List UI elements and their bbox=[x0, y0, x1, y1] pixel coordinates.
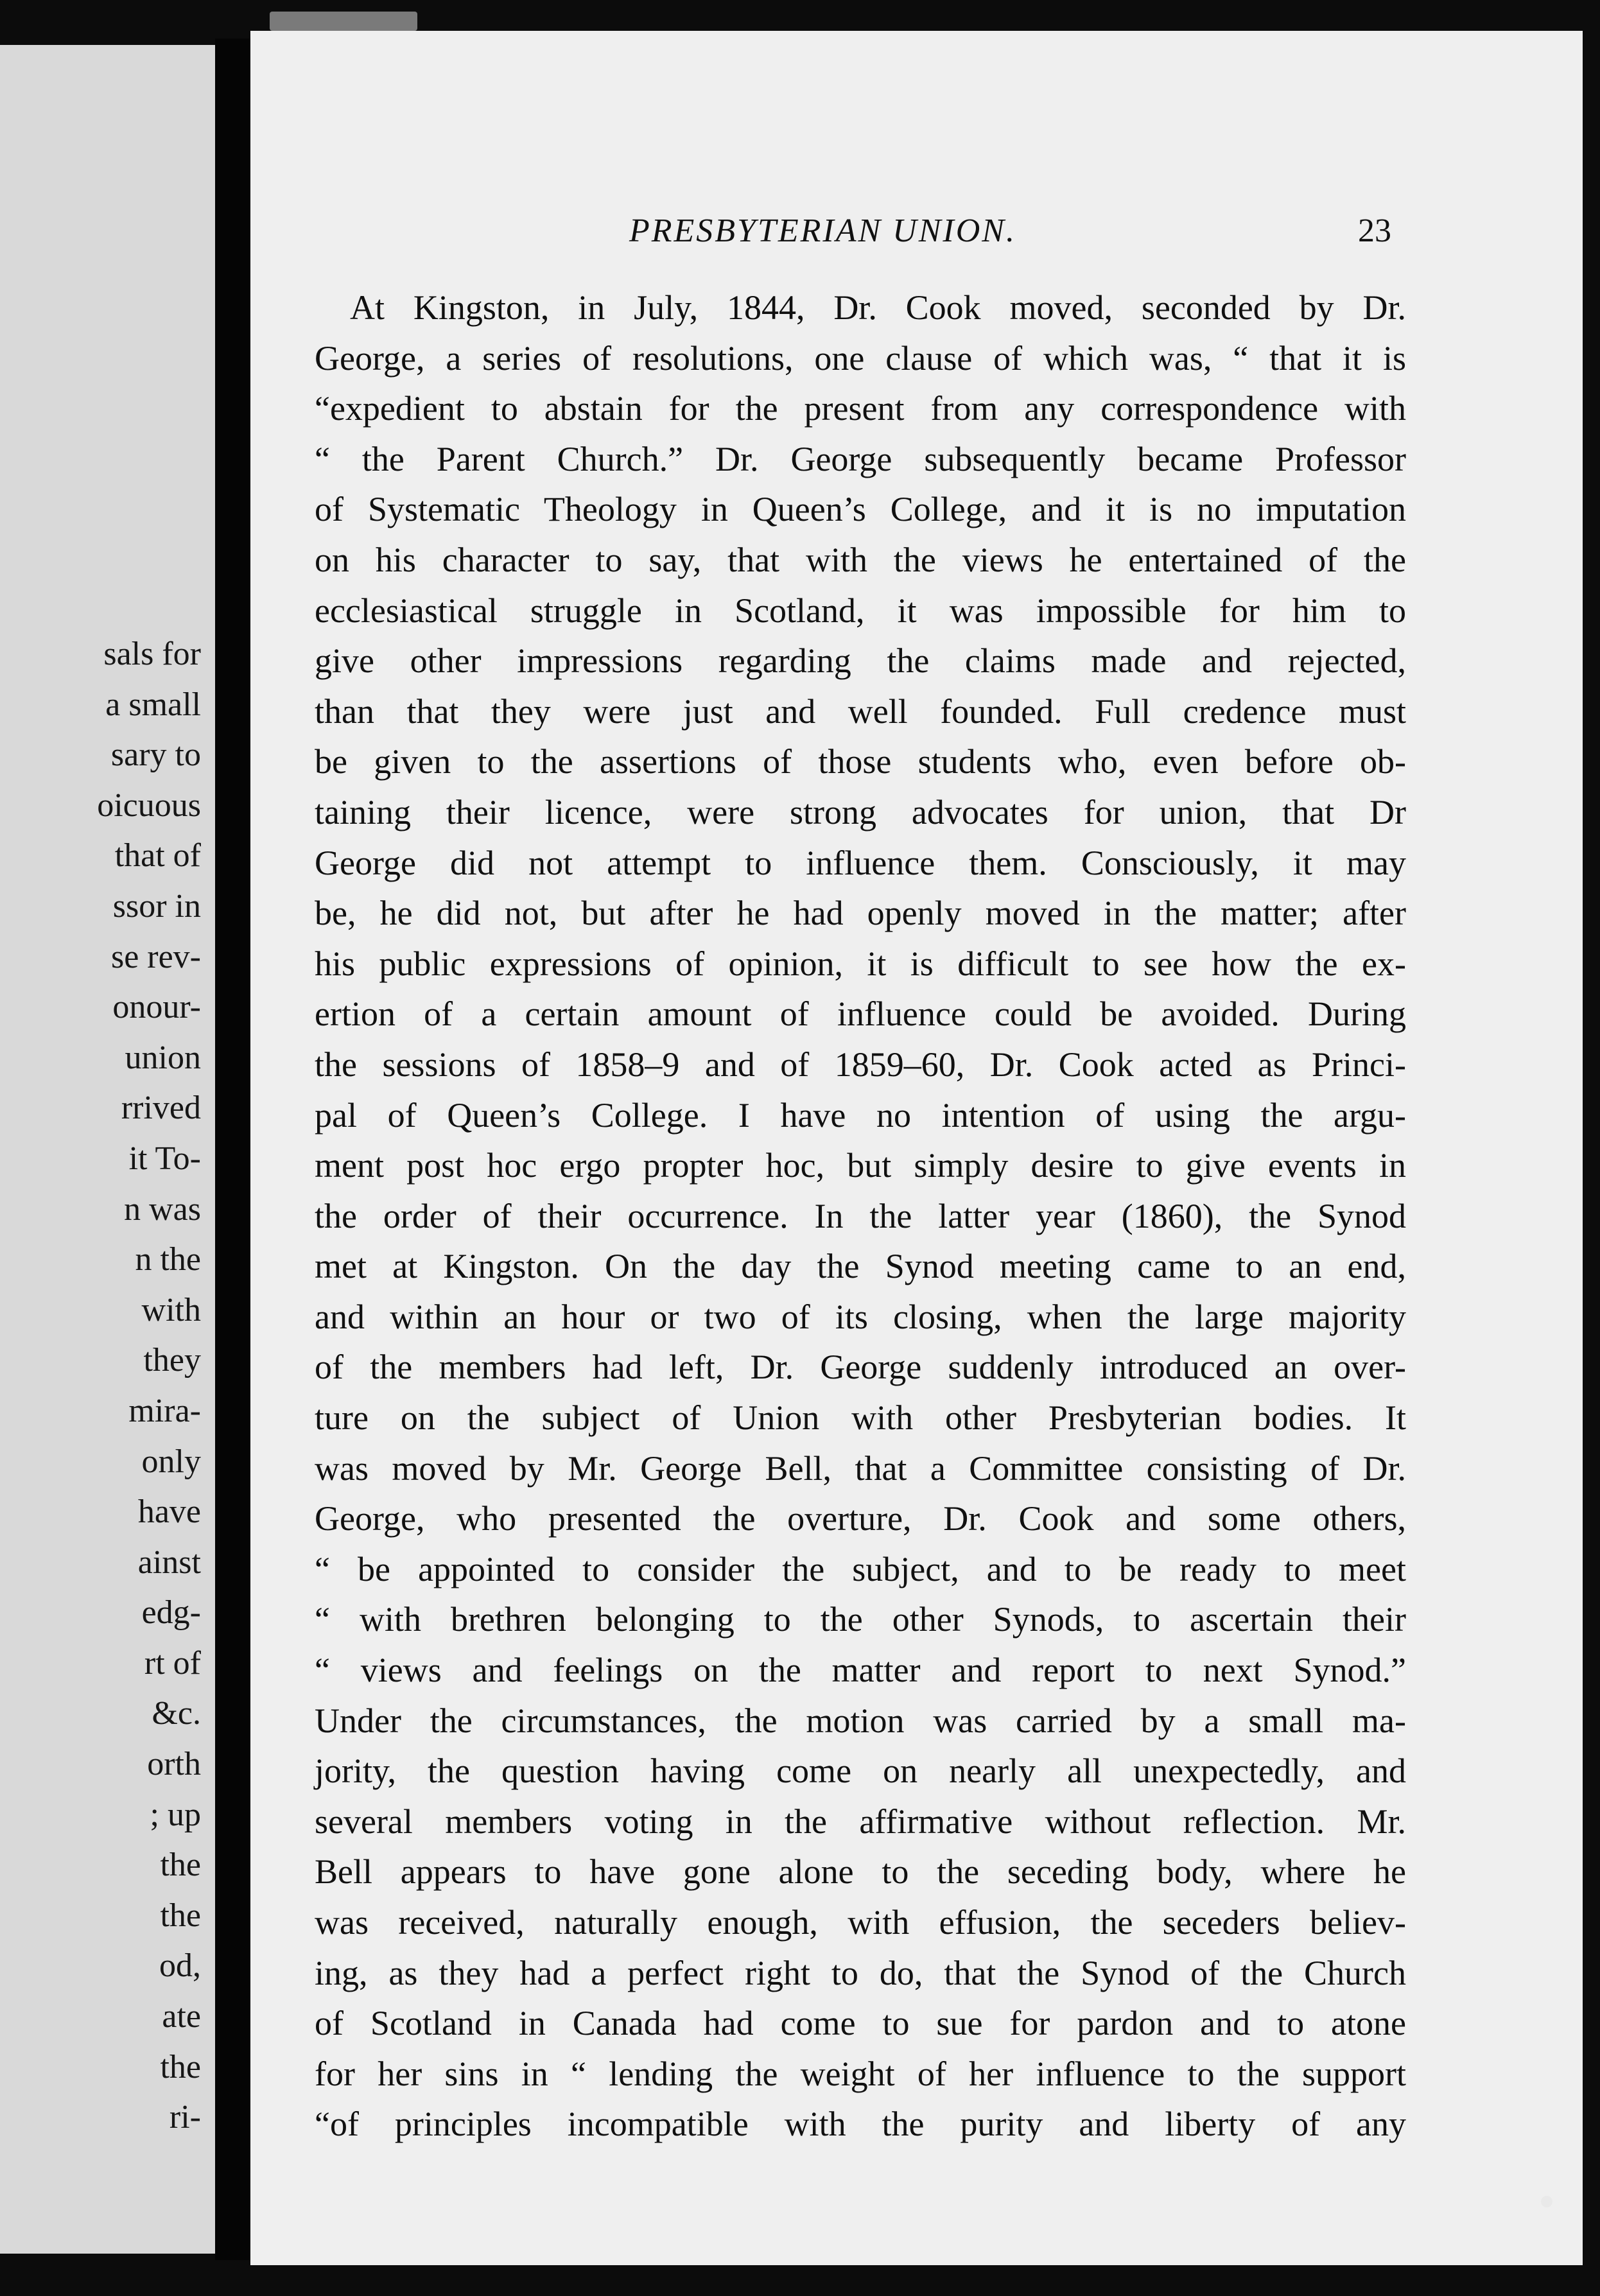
text-line: be given to the assertions of those students who, even before ob- bbox=[315, 742, 1406, 781]
text-line: George, who presented the overture, Dr. Cook and some others, bbox=[315, 1499, 1406, 1538]
facing-page-line: sary to bbox=[110, 736, 201, 774]
facing-page-line: onour- bbox=[112, 989, 201, 1026]
facing-page-line: ri- bbox=[169, 2099, 201, 2136]
text-line: George did not attempt to influence them. Consciously, it may bbox=[315, 843, 1406, 882]
facing-page-line: have bbox=[137, 1493, 201, 1531]
text-line: “ the Parent Church.” Dr. George subsequently became Professor bbox=[315, 439, 1406, 478]
scan-speck bbox=[1541, 2196, 1552, 2207]
text-line: several members voting in the affirmative without reflection. Mr. bbox=[315, 1802, 1406, 1841]
text-line: taining their licence, were strong advocates for union, that Dr bbox=[315, 792, 1406, 831]
text-line: than that they were just and well founded. Full credence must bbox=[315, 691, 1406, 731]
facing-page-line: oicuous bbox=[97, 787, 201, 824]
facing-page-line: a small bbox=[105, 686, 201, 723]
text-line: George, a series of resolutions, one clause of which was, “ that it is bbox=[315, 338, 1406, 378]
text-line: pal of Queen’s College. I have no intention of using the argu- bbox=[315, 1095, 1406, 1135]
text-line: the sessions of 1858–9 and of 1859–60, Dr. Cook acted as Princi- bbox=[315, 1045, 1406, 1084]
text-line: was received, naturally enough, with effusion, the seceders believ- bbox=[315, 1903, 1406, 1942]
facing-page-line: the bbox=[160, 1847, 201, 1884]
facing-page-line: rt of bbox=[144, 1644, 201, 1682]
facing-page-line: ate bbox=[162, 1998, 201, 2035]
facing-page bbox=[0, 45, 215, 2254]
facing-page-line: rrived bbox=[121, 1090, 201, 1127]
body-text bbox=[315, 283, 1406, 2150]
text-line: At Kingston, in July, 1844, Dr. Cook moved, seconded by Dr. bbox=[350, 288, 1406, 327]
text-line: the order of their occurrence. In the latter year (1860), the Synod bbox=[315, 1196, 1406, 1235]
text-line: “expedient to abstain for the present from any correspondence with bbox=[315, 389, 1406, 428]
facing-page-line: they bbox=[143, 1342, 201, 1379]
page-edge-tab bbox=[270, 12, 417, 31]
facing-page-line: ainst bbox=[137, 1544, 201, 1581]
text-line: ertion of a certain amount of influence could be avoided. During bbox=[315, 995, 1406, 1034]
book-page bbox=[250, 31, 1583, 2265]
facing-page-line: only bbox=[141, 1443, 201, 1480]
text-line: his public expressions of opinion, it is difficult to see how the ex- bbox=[315, 944, 1406, 983]
text-line: be, he did not, but after he had openly moved in the matter; after bbox=[315, 894, 1406, 933]
facing-page-line: sals for bbox=[103, 636, 201, 672]
facing-page-line: edg- bbox=[141, 1594, 201, 1631]
text-line: ment post hoc ergo propter hoc, but simply desire to give events in bbox=[315, 1146, 1406, 1185]
text-line: was moved by Mr. George Bell, that a Committee consisting of Dr. bbox=[315, 1448, 1406, 1488]
running-title: PRESBYTERIAN UNION. bbox=[629, 213, 1016, 249]
facing-page-line: ; up bbox=[150, 1796, 201, 1833]
text-line: met at Kingston. On the day the Synod meeting came to an end, bbox=[315, 1247, 1406, 1286]
facing-page-line: se rev- bbox=[110, 938, 201, 975]
facing-page-line: the bbox=[160, 2048, 201, 2085]
text-line: of Systematic Theology in Queen’s College, and it is no imputation bbox=[315, 490, 1406, 529]
text-line: “ with brethren belonging to the other Synods, to ascertain their bbox=[315, 1600, 1406, 1639]
text-line: ture on the subject of Union with other Presbyterian bodies. It bbox=[315, 1398, 1406, 1438]
facing-page-line: mira- bbox=[128, 1392, 201, 1429]
facing-page-line: orth bbox=[147, 1746, 201, 1783]
page-number: 23 bbox=[1358, 213, 1391, 249]
facing-page-line: n was bbox=[124, 1190, 201, 1228]
text-line: of Scotland in Canada had come to sue for pardon and to atone bbox=[315, 2004, 1406, 2043]
text-line: and within an hour or two of its closing, when the large majority bbox=[315, 1297, 1406, 1336]
facing-page-text bbox=[0, 629, 215, 2143]
facing-page-line: ssor in bbox=[112, 887, 201, 925]
text-line: of the members had left, Dr. George suddenly introduced an over- bbox=[315, 1348, 1406, 1387]
text-line: “of principles incompatible with the purity and liberty of any bbox=[315, 2105, 1406, 2144]
page-header bbox=[250, 212, 1583, 257]
facing-page-line: with bbox=[141, 1291, 201, 1328]
text-line: on his character to say, that with the views he entertained of the bbox=[315, 540, 1406, 579]
facing-page-line: the bbox=[160, 1897, 201, 1934]
facing-page-line: od, bbox=[159, 1947, 201, 1985]
facing-page-line: &c. bbox=[152, 1695, 201, 1732]
book-gutter bbox=[215, 39, 250, 2260]
text-line: for her sins in “ lending the weight of her influence to the support bbox=[315, 2054, 1406, 2093]
text-line: “ be appointed to consider the subject, and to be ready to meet bbox=[315, 1549, 1406, 1588]
text-line: ecclesiastical struggle in Scotland, it was impossible for him to bbox=[315, 591, 1406, 630]
facing-page-line: that of bbox=[114, 837, 201, 874]
facing-page-line: it To- bbox=[128, 1140, 201, 1177]
facing-page-line: union bbox=[125, 1039, 201, 1076]
text-line: ing, as they had a perfect right to do, that the Synod of the Church bbox=[315, 1953, 1406, 1992]
facing-page-line: n the bbox=[135, 1241, 201, 1278]
text-line: Bell appears to have gone alone to the seceding body, where he bbox=[315, 1852, 1406, 1892]
text-line: give other impressions regarding the claims made and rejected, bbox=[315, 641, 1406, 681]
text-line: “ views and feelings on the matter and report to next Synod.” bbox=[315, 1651, 1406, 1690]
text-line: Under the circumstances, the motion was carried by a small ma- bbox=[315, 1701, 1406, 1740]
text-line: jority, the question having come on nearly all unexpectedly, and bbox=[315, 1752, 1406, 1791]
